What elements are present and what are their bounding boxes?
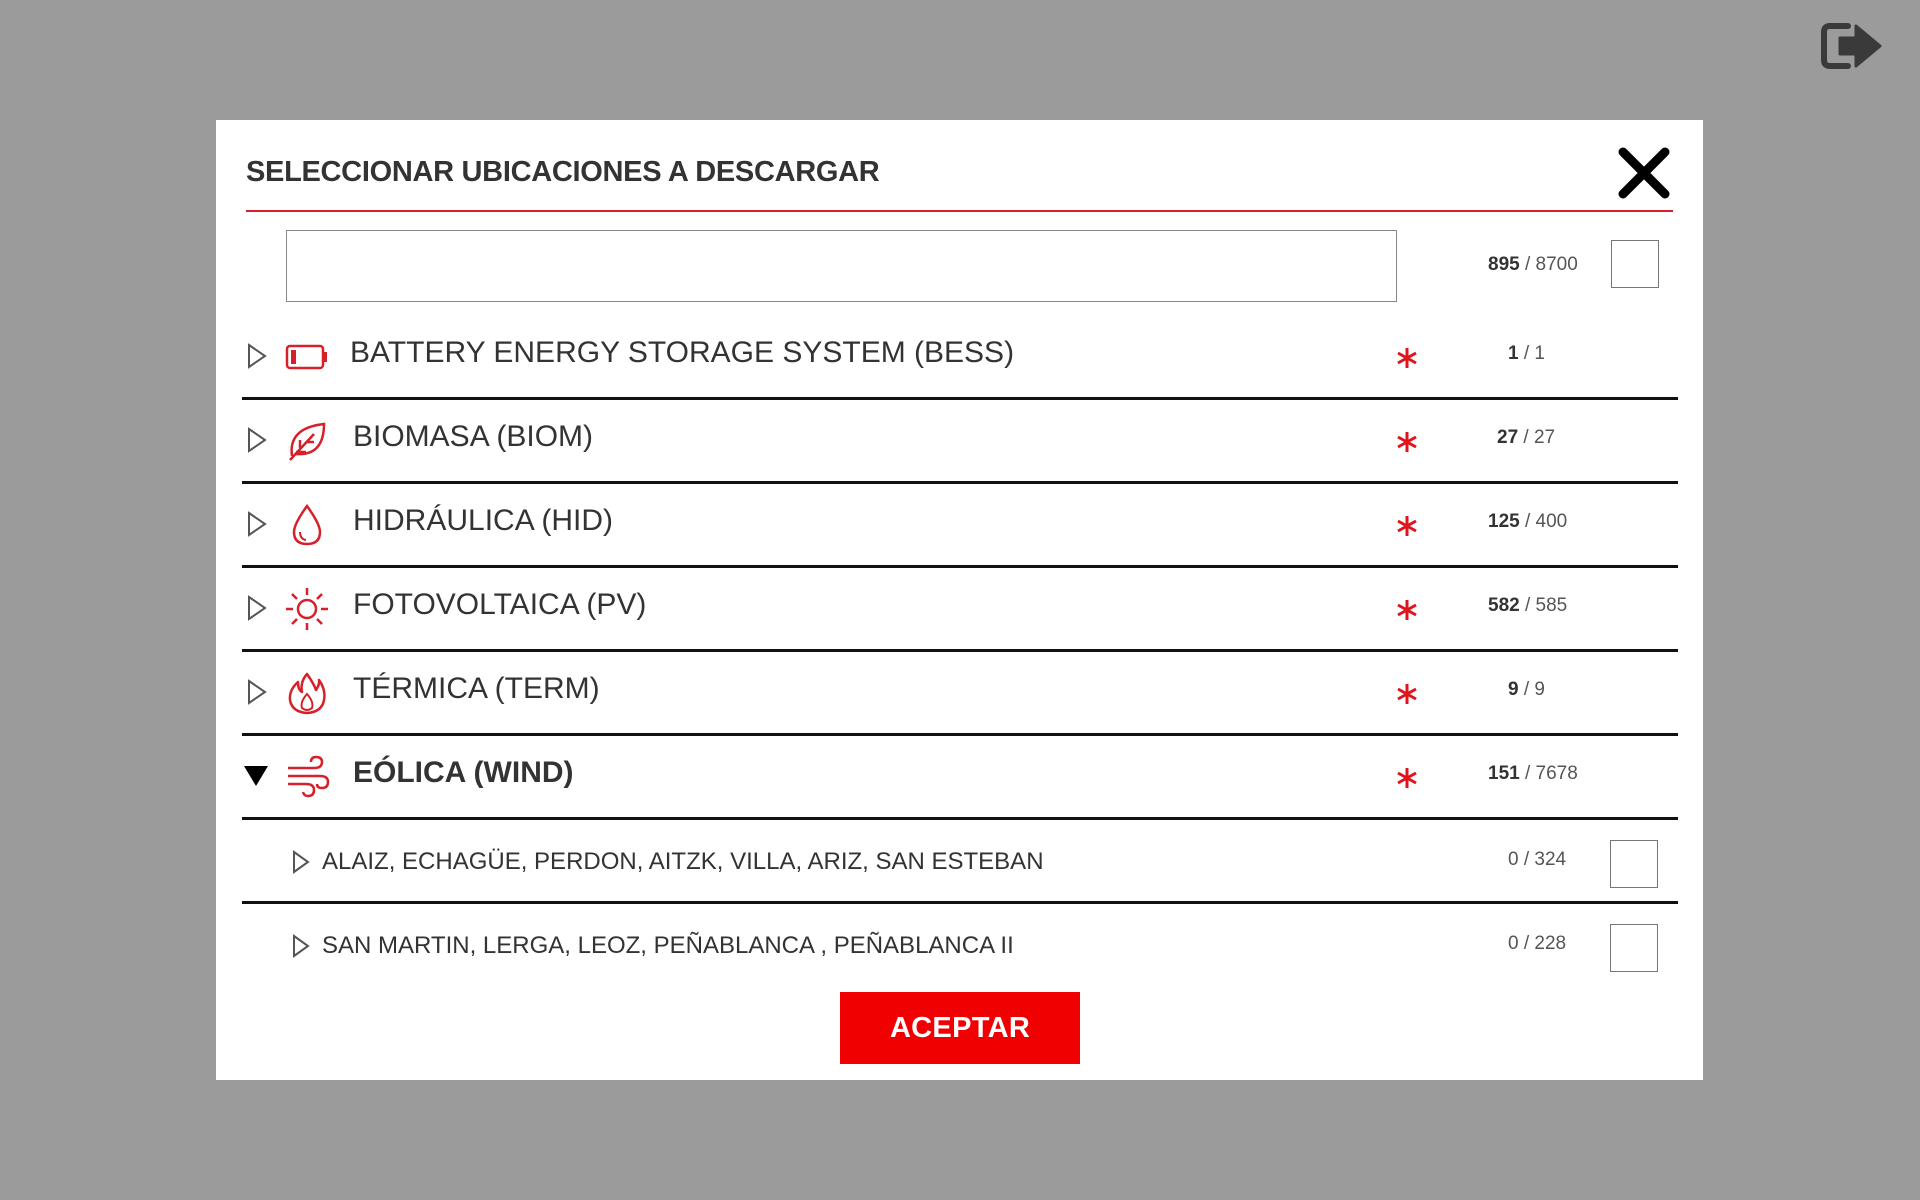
expand-triangle-icon[interactable] [246, 594, 268, 622]
close-icon[interactable] [1615, 144, 1673, 202]
category-row-hid[interactable] [242, 484, 1678, 568]
category-label: BIOMASA (BIOM) [353, 420, 594, 453]
expand-triangle-icon[interactable] [246, 678, 268, 706]
wind-group-row[interactable] [242, 820, 1678, 904]
category-label: FOTOVOLTAICA (PV) [353, 588, 647, 621]
category-label: TÉRMICA (TERM) [353, 672, 600, 705]
category-row-term[interactable] [242, 652, 1678, 736]
category-label: EÓLICA (WIND) [353, 756, 574, 789]
leaf-icon [284, 418, 330, 464]
logout-icon[interactable] [1820, 18, 1884, 74]
wind-group-row[interactable] [242, 904, 1678, 988]
category-count [1488, 763, 1578, 785]
category-count [1497, 427, 1555, 449]
expand-triangle-icon[interactable] [292, 934, 310, 958]
flame-icon [284, 670, 330, 716]
category-row-pv[interactable] [242, 568, 1678, 652]
category-count [1488, 595, 1567, 617]
wind-icon [284, 754, 330, 800]
modal-title: SELECCIONAR UBICACIONES A DESCARGAR [246, 156, 880, 188]
search-input[interactable] [286, 230, 1397, 302]
wind-group-label: ALAIZ, ECHAGÜE, PERDON, AITZK, VILLA, ARIZ, SAN ESTEBAN [322, 848, 1044, 875]
category-selected: 1 [1508, 343, 1519, 364]
category-total: / 585 [1524, 595, 1568, 616]
category-count [1488, 511, 1567, 533]
category-row-biom[interactable] [242, 400, 1678, 484]
wind-group-checkbox[interactable] [1610, 840, 1658, 888]
wind-group-count: 0 / 324 [1508, 849, 1567, 870]
asterisk-icon [1396, 766, 1418, 790]
category-total: / 400 [1524, 511, 1568, 532]
category-count [1508, 679, 1545, 701]
search-row [216, 210, 1703, 300]
sun-icon [284, 586, 330, 632]
asterisk-icon [1396, 598, 1418, 622]
collapse-triangle-icon[interactable] [242, 764, 270, 788]
category-total: / 27 [1523, 427, 1556, 448]
expand-triangle-icon[interactable] [246, 510, 268, 538]
category-selected: 9 [1508, 679, 1519, 700]
download-locations-modal [216, 120, 1703, 1080]
modal-header [246, 136, 1673, 212]
category-total: / 9 [1523, 679, 1545, 700]
wind-group-checkbox[interactable] [1610, 924, 1658, 972]
expand-triangle-icon[interactable] [292, 850, 310, 874]
accept-button[interactable]: ACEPTAR [840, 992, 1080, 1064]
total-selected: 895 [1488, 254, 1520, 275]
asterisk-icon [1396, 430, 1418, 454]
category-selected: 582 [1488, 595, 1520, 616]
select-all-checkbox[interactable] [1611, 240, 1659, 288]
category-row-bess[interactable] [242, 316, 1678, 400]
asterisk-icon [1396, 682, 1418, 706]
battery-icon [284, 334, 330, 380]
expand-triangle-icon[interactable] [246, 342, 268, 370]
total-count [1488, 254, 1578, 276]
water-drop-icon [284, 502, 330, 548]
category-selected: 27 [1497, 427, 1519, 448]
category-selected: 151 [1488, 763, 1520, 784]
category-label: BATTERY ENERGY STORAGE SYSTEM (BESS) [350, 336, 1015, 369]
category-total: / 7678 [1524, 763, 1578, 784]
asterisk-icon [1396, 346, 1418, 370]
total-of: / 8700 [1524, 254, 1578, 275]
category-total: / 1 [1523, 343, 1545, 364]
category-label: HIDRÁULICA (HID) [353, 504, 614, 537]
asterisk-icon [1396, 514, 1418, 538]
category-row-wind[interactable] [242, 736, 1678, 820]
wind-group-count: 0 / 228 [1508, 933, 1567, 954]
category-count [1508, 343, 1545, 365]
expand-triangle-icon[interactable] [246, 426, 268, 454]
wind-group-label: SAN MARTIN, LERGA, LEOZ, PEÑABLANCA , PEÑABLANCA II [322, 932, 1014, 959]
category-selected: 125 [1488, 511, 1520, 532]
